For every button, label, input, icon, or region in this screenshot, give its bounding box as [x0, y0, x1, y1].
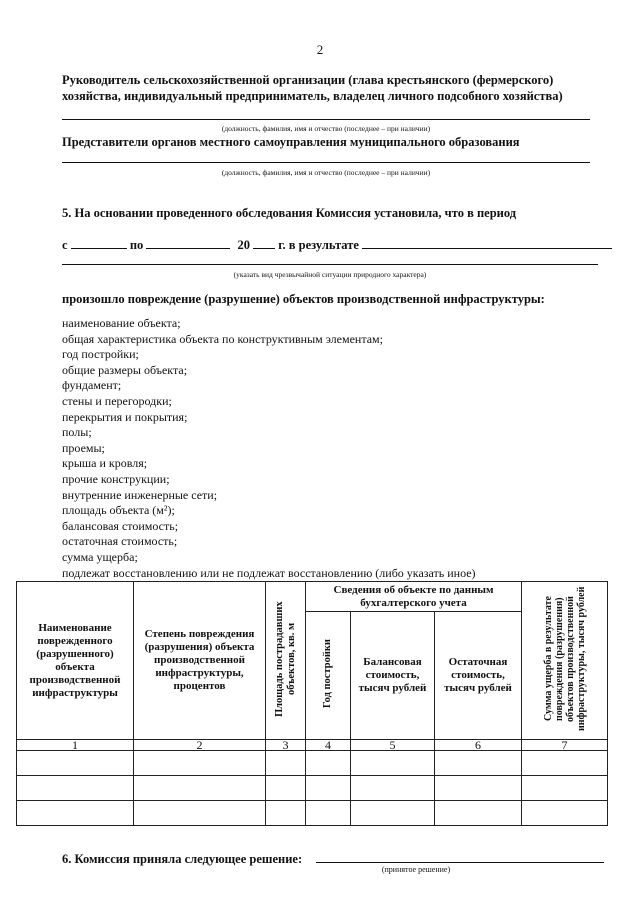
col-header-residual-text: Остаточная стоимость, тысяч рублей [444, 656, 512, 694]
damage-table [16, 581, 608, 826]
period-result-label: г. в результате [278, 238, 359, 252]
col-header-balance [351, 612, 435, 740]
col-header-degree-text: Степень повреждения (разрушения) объекта производственной инфраструктуры, процентов [144, 628, 255, 692]
table-row [17, 751, 608, 776]
col-number: 6 [435, 740, 522, 751]
list-item: общие размеры объекта; [62, 362, 188, 377]
col-header-damage-sum-text: Сумма ущерба в результате повреждения (разрушения) объектов производственной инфраструктуры, тысяч рублей [542, 586, 587, 732]
table-cell[interactable] [266, 751, 306, 776]
col-number: 4 [306, 740, 351, 751]
table-cell[interactable] [522, 751, 608, 776]
caption-position-2: (должность, фамилия, имя и отчество (последнее – при наличии) [221, 168, 431, 177]
damage-statement: произошло повреждение (разрушение) объектов производственной инфраструктуры: [62, 292, 545, 306]
list-item: прочие конструкции; [62, 471, 170, 486]
period-to-field[interactable] [146, 236, 230, 249]
table-cell[interactable] [134, 776, 266, 801]
object-fields-list [62, 316, 476, 581]
section5-title: 5. На основании проведенного обследования Комиссия установила, что в период [62, 206, 517, 220]
table-cell[interactable] [266, 801, 306, 826]
table-cell[interactable] [351, 801, 435, 826]
col-header-accounting-group-text: Сведения об объекте по данным бухгалтерского учета [333, 583, 494, 609]
table-cell[interactable] [306, 776, 351, 801]
col-header-area-text: Площадь пострадавших объектов, кв. м [273, 601, 297, 717]
list-item: стены и перегородки; [62, 393, 172, 408]
emergency-line [62, 264, 598, 265]
list-item: проемы; [62, 440, 105, 455]
col-header-residual [435, 612, 522, 740]
table-cell[interactable] [306, 801, 351, 826]
list-item: полы; [62, 425, 92, 440]
list-item: балансовая стоимость; [62, 518, 179, 533]
col-header-name-text: Наименование поврежденного (разрушенного) объекта производственной инфраструктуры [29, 621, 121, 699]
signature-line-2 [62, 162, 590, 163]
col-header-damage-sum [522, 582, 608, 740]
list-item: общая характеристика объекта по конструктивным элементам; [62, 331, 383, 346]
table-cell[interactable] [351, 751, 435, 776]
table-cell[interactable] [522, 776, 608, 801]
col-number: 7 [522, 740, 608, 751]
col-header-year-text: Год постройки [322, 639, 333, 709]
period-from-label: с [62, 238, 68, 252]
table-cell[interactable] [351, 776, 435, 801]
list-item: сумма ущерба; [62, 549, 138, 564]
col-number: 2 [134, 740, 266, 751]
table-cell[interactable] [522, 801, 608, 826]
col-number: 5 [351, 740, 435, 751]
page-number: 2 [316, 42, 324, 57]
table-cell[interactable] [266, 776, 306, 801]
period-year-label: 20 [237, 238, 251, 252]
list-item: фундамент; [62, 378, 122, 393]
emergency-type-field[interactable] [362, 236, 612, 249]
col-header-balance-text: Балансовая стоимость, тысяч рублей [358, 656, 427, 694]
section6-title: 6. Комиссия приняла следующее решение: [62, 852, 303, 866]
period-year-field[interactable] [253, 236, 275, 249]
list-item: крыша и кровля; [62, 456, 148, 471]
table-cell[interactable] [435, 751, 522, 776]
reps-title: Представители органов местного самоуправления муниципального образования [62, 135, 520, 149]
head-title-line2: хозяйства, индивидуальный предприниматель, владелец личного подсобного хозяйства) [62, 89, 563, 103]
period-to-label: по [129, 238, 144, 252]
list-item: перекрытия и покрытия; [62, 409, 188, 424]
caption-position-1: (должность, фамилия, имя и отчество (последнее – при наличии) [221, 124, 431, 133]
list-item: наименование объекта; [62, 316, 181, 330]
head-title-line1: Руководитель сельскохозяйственной организации (глава крестьянского (фермерского) [62, 73, 554, 87]
table-cell[interactable] [134, 751, 266, 776]
column-numbers-row [17, 740, 608, 751]
signature-line-1 [62, 119, 590, 120]
table-cell[interactable] [134, 801, 266, 826]
table-cell[interactable] [306, 751, 351, 776]
col-header-degree [134, 582, 266, 740]
col-number: 1 [17, 740, 134, 751]
table-cell[interactable] [17, 801, 134, 826]
list-item: площадь объекта (м²); [62, 503, 175, 518]
list-item: остаточная стоимость; [62, 534, 178, 549]
col-header-year [306, 612, 351, 740]
table-cell[interactable] [435, 801, 522, 826]
table-row [17, 801, 608, 826]
col-number: 3 [266, 740, 306, 751]
table-cell[interactable] [17, 776, 134, 801]
table-cell[interactable] [17, 751, 134, 776]
period-line [62, 236, 602, 253]
head-title [62, 72, 622, 104]
period-from-field[interactable] [71, 236, 127, 249]
list-item: внутренние инженерные сети; [62, 487, 218, 502]
table-row [17, 776, 608, 801]
list-item: подлежат восстановлению или не подлежат восстановлению (либо указать иное) [62, 565, 476, 580]
col-header-accounting-group [306, 582, 522, 612]
caption-emergency: (указать вид чрезвычайной ситуации природного характера) [233, 270, 427, 279]
col-header-name [17, 582, 134, 740]
col-header-area [266, 582, 306, 740]
caption-decision: (принятое решение) [381, 865, 451, 874]
list-item: год постройки; [62, 347, 139, 362]
table-cell[interactable] [435, 776, 522, 801]
decision-line[interactable] [316, 862, 604, 863]
